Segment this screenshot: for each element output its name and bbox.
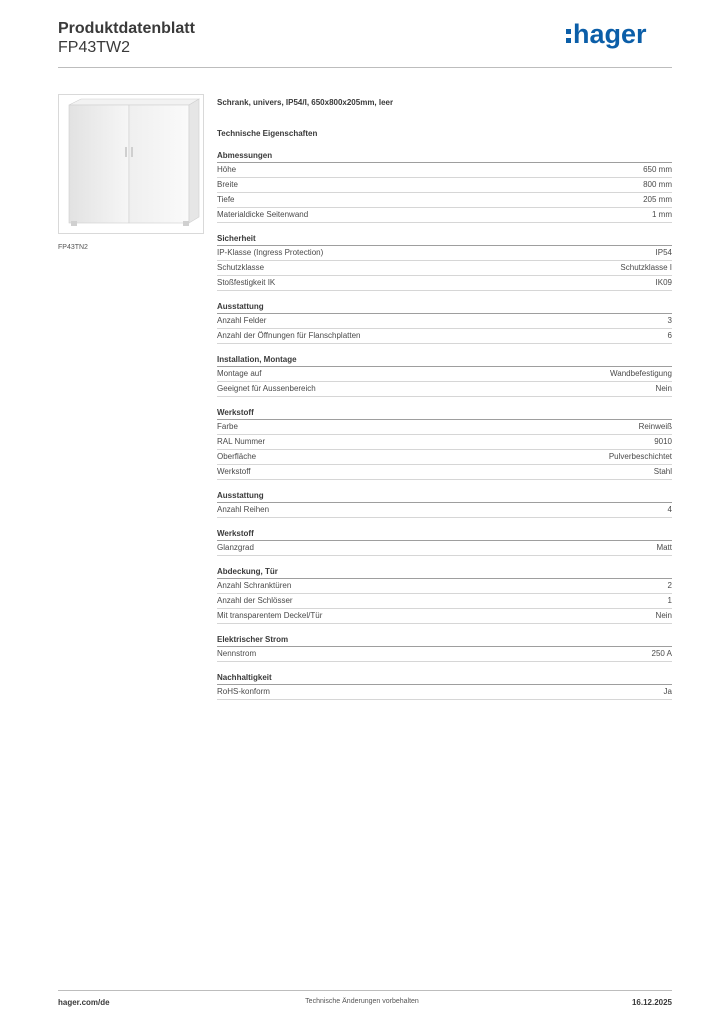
property-row (217, 609, 672, 624)
property-group (217, 301, 672, 344)
group-title: Installation, Montage (217, 354, 672, 367)
property-label: Anzahl Reihen (217, 505, 270, 514)
property-group (217, 407, 672, 480)
footer-website[interactable]: hager.com/de (58, 998, 110, 1007)
property-value: Pulverbeschichtet (608, 452, 672, 461)
property-row (217, 450, 672, 465)
property-value: 205 mm (643, 195, 672, 204)
property-value: Nein (655, 611, 672, 620)
property-label: Mit transparentem Deckel/Tür (217, 611, 323, 620)
property-label: Anzahl der Öffnungen für Flanschplatten (217, 331, 361, 340)
property-row (217, 579, 672, 594)
footer-divider (58, 990, 672, 991)
property-value: 650 mm (643, 165, 672, 174)
property-row (217, 193, 672, 208)
property-label: Anzahl der Schlösser (217, 596, 293, 605)
property-label: Breite (217, 180, 238, 189)
property-label: Farbe (217, 422, 238, 431)
property-value: 250 A (651, 649, 672, 658)
property-label: IP-Klasse (Ingress Protection) (217, 248, 324, 257)
technical-properties-heading: Technische Eigenschaften (217, 129, 318, 138)
image-caption: FP43TN2 (58, 244, 88, 251)
group-title: Ausstattung (217, 301, 672, 314)
property-row (217, 541, 672, 556)
property-value: 1 (667, 596, 672, 605)
header-divider (58, 67, 672, 68)
property-group (217, 566, 672, 624)
property-row (217, 261, 672, 276)
group-title: Abdeckung, Tür (217, 566, 672, 579)
group-title: Sicherheit (217, 233, 672, 246)
property-row (217, 208, 672, 223)
property-value: Nein (655, 384, 672, 393)
cabinet-image (58, 94, 204, 234)
group-title: Ausstattung (217, 490, 672, 503)
property-value: Reinweiß (638, 422, 672, 431)
property-row (217, 420, 672, 435)
property-row (217, 367, 672, 382)
property-label: Montage auf (217, 369, 262, 378)
property-value: Matt (656, 543, 672, 552)
hager-logo (565, 14, 675, 54)
property-group (217, 528, 672, 556)
property-row (217, 435, 672, 450)
property-value: 4 (667, 505, 672, 514)
property-group (217, 634, 672, 662)
property-value: Ja (663, 687, 672, 696)
property-value: 3 (667, 316, 672, 325)
property-label: Werkstoff (217, 467, 251, 476)
group-title: Werkstoff (217, 528, 672, 541)
property-group (217, 233, 672, 291)
property-label: Höhe (217, 165, 237, 174)
property-value: IP54 (655, 248, 672, 257)
property-row (217, 276, 672, 291)
property-row (217, 246, 672, 261)
property-label: Anzahl Felder (217, 316, 267, 325)
document-title: Produktdatenblatt (58, 20, 195, 37)
property-label: Stoßfestigkeit IK (217, 278, 276, 287)
group-title: Nachhaltigkeit (217, 672, 672, 685)
property-value: 800 mm (643, 180, 672, 189)
logo-text: hager (573, 19, 647, 49)
property-row (217, 314, 672, 329)
property-value: 6 (667, 331, 672, 340)
property-value: Schutzklasse I (620, 263, 672, 272)
property-label: Tiefe (217, 195, 235, 204)
property-value: 2 (667, 581, 672, 590)
group-title: Werkstoff (217, 407, 672, 420)
property-label: Geeignet für Aussenbereich (217, 384, 316, 393)
property-label: Nennstrom (217, 649, 257, 658)
property-row (217, 647, 672, 662)
footer-notice: Technische Änderungen vorbehalten (305, 998, 419, 1005)
property-row (217, 329, 672, 344)
property-label: Glanzgrad (217, 543, 254, 552)
property-label: Materialdicke Seitenwand (217, 210, 309, 219)
property-value: Wandbefestigung (610, 369, 672, 378)
property-label: Oberfläche (217, 452, 257, 461)
property-row (217, 503, 672, 518)
property-group (217, 150, 672, 223)
property-row (217, 178, 672, 193)
property-label: RoHS-konform (217, 687, 270, 696)
product-description: Schrank, univers, IP54/I, 650x800x205mm, leer (217, 98, 394, 107)
property-row (217, 594, 672, 609)
group-title: Abmessungen (217, 150, 672, 163)
product-code: FP43TW2 (58, 39, 131, 56)
property-label: Schutzklasse (217, 263, 265, 272)
property-row (217, 465, 672, 480)
property-group (217, 354, 672, 397)
group-title: Elektrischer Strom (217, 634, 672, 647)
property-value: 1 mm (652, 210, 672, 219)
property-row (217, 163, 672, 178)
property-row (217, 382, 672, 397)
property-groups (217, 150, 672, 700)
property-value: Stahl (653, 467, 672, 476)
property-group (217, 672, 672, 700)
product-details (217, 96, 672, 700)
property-group (217, 490, 672, 518)
footer-date: 16.12.2025 (631, 998, 672, 1007)
property-label: RAL Nummer (217, 437, 266, 446)
property-value: 9010 (654, 437, 672, 446)
property-value: IK09 (655, 278, 672, 287)
cabinet-illustration (59, 95, 203, 233)
property-label: Anzahl Schranktüren (217, 581, 292, 590)
property-row (217, 685, 672, 700)
